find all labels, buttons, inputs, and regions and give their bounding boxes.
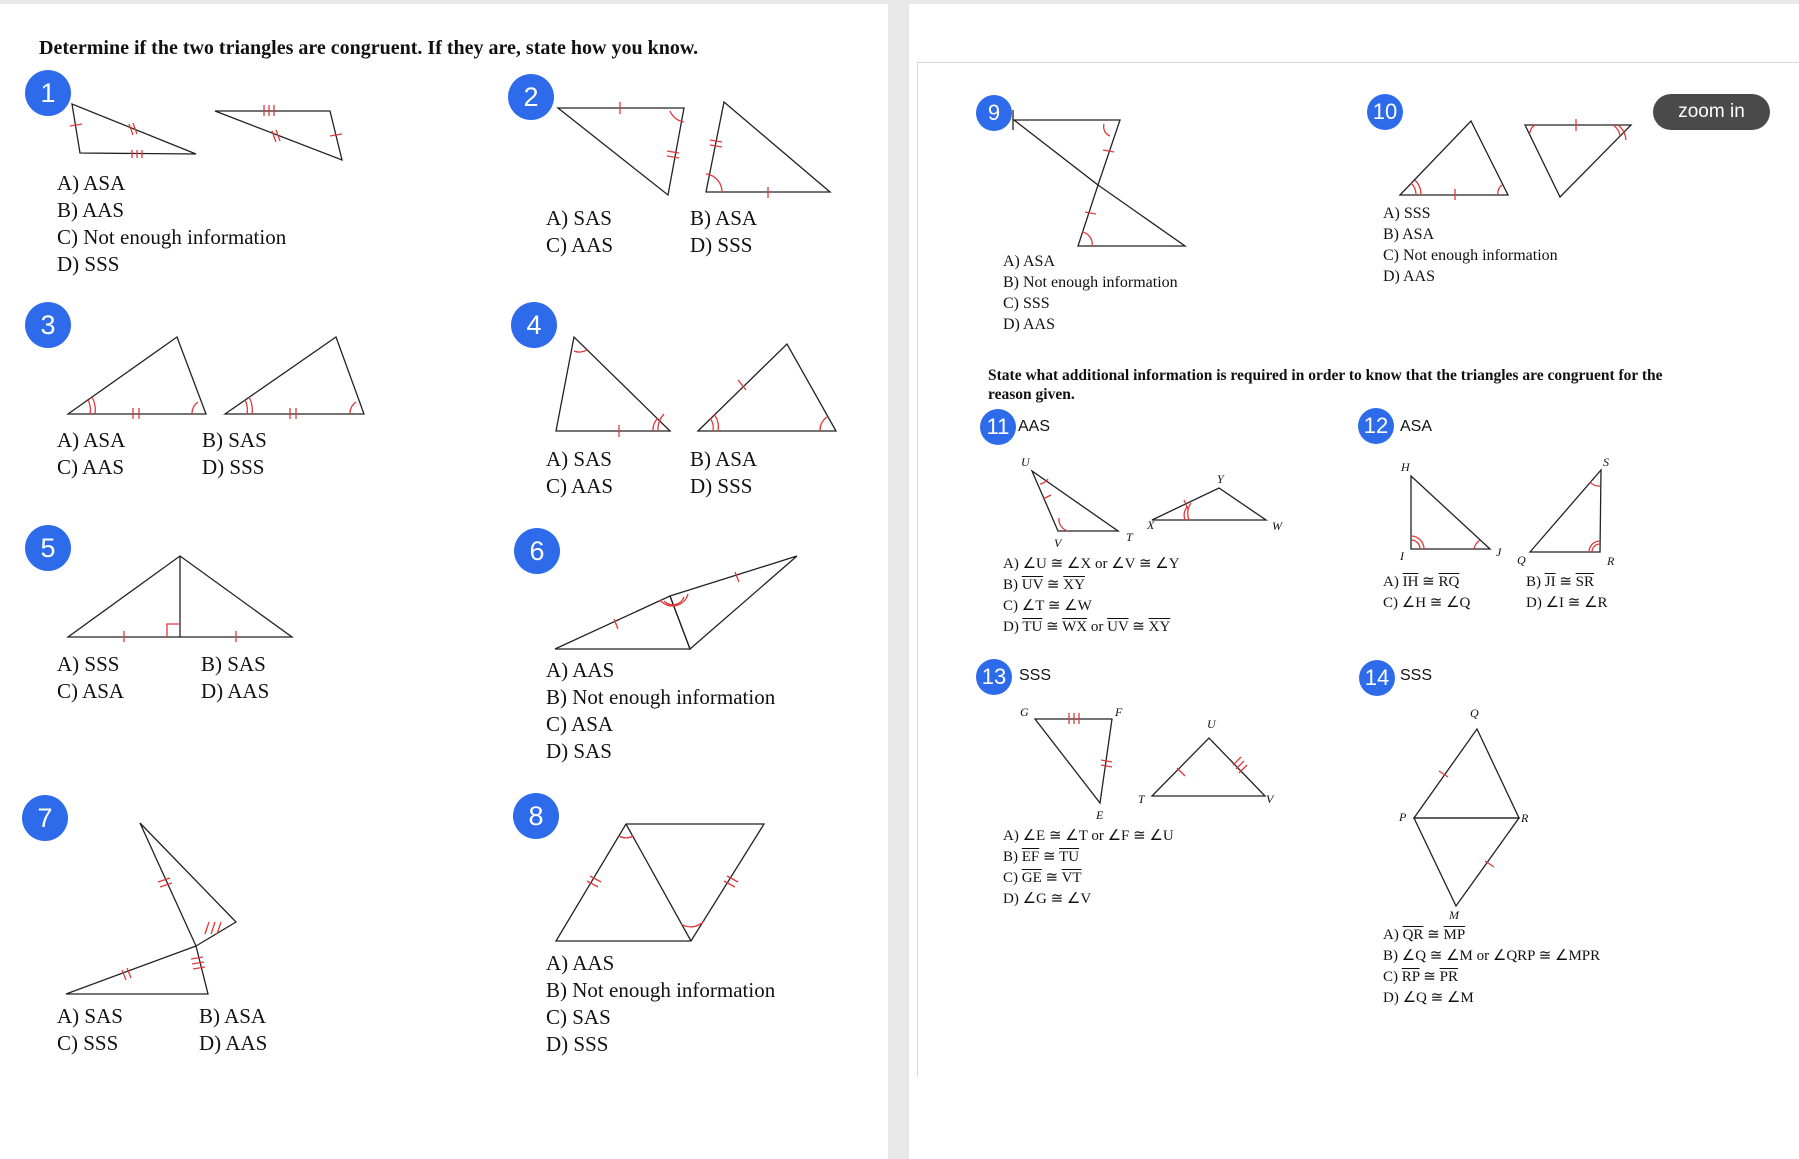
q11-vertex-x: X <box>1147 518 1155 532</box>
q8-option-d[interactable]: D) SSS <box>546 1032 609 1056</box>
q13-b-segment-2: $\overline{TU}$ <box>1059 849 1080 865</box>
q8-option-b[interactable]: B) Not enough information <box>546 978 776 1002</box>
q14-reason: SSS <box>1400 667 1433 684</box>
q11-d-segment-3: $\overline{UV}$ <box>1107 619 1129 635</box>
q10-option-a[interactable]: A) SSS <box>1383 205 1431 222</box>
q12-vertex-j: J <box>1496 545 1502 559</box>
q2-option-a[interactable]: A) SAS <box>546 206 612 230</box>
q3-option-a[interactable]: A) ASA <box>57 428 126 452</box>
q11-d-congruent-1: ≅ <box>1042 619 1063 635</box>
q13-option-d[interactable]: D) ∠G ≅ ∠V <box>1003 891 1092 907</box>
q12-vertex-i: I <box>1400 549 1404 563</box>
q4-option-a[interactable]: A) SAS <box>546 447 612 471</box>
q13-option-c[interactable] <box>1003 868 1082 887</box>
q12-option-b[interactable] <box>1526 572 1594 591</box>
q12-vertex-r: R <box>1607 554 1615 568</box>
q12-option-d[interactable]: D) ∠I ≅ ∠R <box>1526 595 1608 611</box>
q5-option-a[interactable]: A) SSS <box>57 652 120 676</box>
q13-option-b[interactable] <box>1003 847 1079 866</box>
q14-vertex-r: R <box>1521 811 1529 825</box>
q6-option-b[interactable]: B) Not enough information <box>546 685 776 709</box>
q11-d-segment-2: $\overline{WX}$ <box>1062 619 1088 635</box>
q9-option-d[interactable]: D) AAS <box>1003 316 1056 333</box>
q1-option-b[interactable]: B) AAS <box>57 198 125 222</box>
q11-vertex-v: V <box>1054 536 1062 550</box>
q10-option-c[interactable]: C) Not enough information <box>1383 247 1558 264</box>
q7-option-d[interactable]: D) AAS <box>199 1031 268 1055</box>
q12-figure <box>1411 470 1601 552</box>
q13-vertex-f: F <box>1115 705 1123 719</box>
question-12-badge[interactable]: 12 <box>1358 408 1394 444</box>
q7-option-b[interactable]: B) ASA <box>199 1004 267 1028</box>
q11-vertex-u: U <box>1021 455 1030 469</box>
q4-option-d[interactable]: D) SSS <box>690 474 753 498</box>
question-2-badge[interactable]: 2 <box>508 74 554 120</box>
q12-a-congruent: ≅ <box>1418 574 1439 590</box>
q11-option-d[interactable] <box>1003 617 1170 636</box>
q14-option-d[interactable]: D) ∠Q ≅ ∠M <box>1383 990 1474 1006</box>
q13-b-congruent: ≅ <box>1039 849 1060 865</box>
q13-c-segment-2: $\overline{VT}$ <box>1061 870 1082 886</box>
q8-option-a[interactable]: A) AAS <box>546 951 615 975</box>
question-8-badge[interactable]: 8 <box>513 793 559 839</box>
q3-option-d[interactable]: D) SSS <box>202 455 265 479</box>
question-9-badge[interactable]: 9 <box>976 95 1012 131</box>
q12-b-segment-1: $\overline{JI}$ <box>1544 574 1556 590</box>
q11-vertex-w: W <box>1272 519 1282 533</box>
q14-vertex-p: P <box>1399 810 1407 824</box>
q12-b-congruent: ≅ <box>1555 574 1576 590</box>
q13-option-a[interactable]: A) ∠E ≅ ∠T or ∠F ≅ ∠U <box>1003 828 1174 844</box>
q3-option-b[interactable]: B) SAS <box>202 428 267 452</box>
q14-a-congruent: ≅ <box>1423 927 1444 943</box>
q14-vertex-q: Q <box>1470 706 1479 720</box>
zoom-in-button[interactable]: zoom in <box>1653 94 1770 130</box>
q13-figure <box>1035 713 1265 803</box>
q14-c-congruent: ≅ <box>1419 969 1440 985</box>
q13-vertex-v: V <box>1266 792 1274 806</box>
q11-vertex-t: T <box>1126 530 1133 544</box>
q5-option-b[interactable]: B) SAS <box>201 652 266 676</box>
q6-option-d[interactable]: D) SAS <box>546 739 612 763</box>
q9-option-a[interactable]: A) ASA <box>1003 253 1056 270</box>
q11-b-prefix: B) <box>1003 577 1022 593</box>
q5-option-d[interactable]: D) AAS <box>201 679 270 703</box>
q13-c-segment-1: $\overline{GE}$ <box>1021 870 1042 886</box>
q11-vertex-y: Y <box>1217 472 1224 486</box>
q12-option-a[interactable] <box>1383 572 1459 591</box>
q12-option-c[interactable]: C) ∠H ≅ ∠Q <box>1383 595 1471 611</box>
q14-c-segment-2: $\overline{PR}$ <box>1439 969 1458 985</box>
q12-vertex-h: H <box>1401 460 1410 474</box>
q14-c-segment-1: $\overline{RP}$ <box>1401 969 1420 985</box>
q1-option-c[interactable]: C) Not enough information <box>57 225 287 249</box>
q11-option-a[interactable]: A) ∠U ≅ ∠X or ∠V ≅ ∠Y <box>1003 556 1180 572</box>
question-7-badge[interactable]: 7 <box>22 795 68 841</box>
question-13-badge[interactable]: 13 <box>976 659 1012 695</box>
q13-vertex-e: E <box>1096 808 1104 822</box>
question-4-badge[interactable]: 4 <box>511 302 557 348</box>
question-14-badge[interactable]: 14 <box>1359 660 1395 696</box>
q6-option-a[interactable]: A) AAS <box>546 658 615 682</box>
q12-a-segment-2: $\overline{RQ}$ <box>1438 574 1460 590</box>
q12-vertex-s: S <box>1603 455 1609 469</box>
q7-option-c[interactable]: C) SSS <box>57 1031 119 1055</box>
q12-b-prefix: B) <box>1526 574 1545 590</box>
q13-b-segment-1: $\overline{EF}$ <box>1021 849 1040 865</box>
q11-d-segment-4: $\overline{XY}$ <box>1148 619 1171 635</box>
question-6-badge[interactable]: 6 <box>514 528 560 574</box>
q8-option-c[interactable]: C) SAS <box>546 1005 611 1029</box>
left-heading: Determine if the two triangles are congruent. If they are, state how you know. <box>39 37 699 59</box>
q11-reason: AAS <box>1018 418 1051 435</box>
q1-option-a[interactable]: A) ASA <box>57 171 126 195</box>
q1-option-d[interactable]: D) SSS <box>57 252 120 276</box>
q4-option-b[interactable]: B) ASA <box>690 447 758 471</box>
q11-d-or: or <box>1087 619 1108 635</box>
q11-d-congruent-2: ≅ <box>1128 619 1149 635</box>
right-heading: State what additional information is required in order to know that the triangles are congruent for the reason given. <box>988 367 1663 403</box>
q14-option-c[interactable] <box>1383 967 1458 986</box>
q10-option-b[interactable]: B) ASA <box>1383 226 1435 243</box>
question-5-badge[interactable]: 5 <box>25 525 71 571</box>
q12-vertex-q: Q <box>1517 553 1526 567</box>
q14-vertex-m: M <box>1449 908 1459 922</box>
q12-a-prefix: A) <box>1383 574 1403 590</box>
q2-option-b[interactable]: B) ASA <box>690 206 758 230</box>
q13-c-congruent: ≅ <box>1041 870 1062 886</box>
q14-a-segment-2: $\overline{MP}$ <box>1443 927 1466 943</box>
q13-vertex-u: U <box>1207 717 1216 731</box>
q12-reason: ASA <box>1400 418 1433 435</box>
q14-figure <box>1414 729 1519 906</box>
q2-option-c[interactable]: C) AAS <box>546 233 614 257</box>
q13-vertex-g: G <box>1020 705 1029 719</box>
q9-option-b[interactable]: B) Not enough information <box>1003 274 1178 291</box>
q9-option-c[interactable]: C) SSS <box>1003 295 1050 312</box>
q14-option-a[interactable] <box>1383 925 1465 944</box>
q2-option-d[interactable]: D) SSS <box>690 233 753 257</box>
q14-a-prefix: A) <box>1383 927 1403 943</box>
q12-b-segment-2: $\overline{SR}$ <box>1575 574 1595 590</box>
q14-a-segment-1: $\overline{QR}$ <box>1402 927 1424 943</box>
question-11-badge[interactable]: 11 <box>980 409 1016 445</box>
q11-b-segment-2: $\overline{XY}$ <box>1063 577 1085 593</box>
q13-b-prefix: B) <box>1003 849 1022 865</box>
question-3-badge[interactable]: 3 <box>25 302 71 348</box>
q14-option-b[interactable]: B) ∠Q ≅ ∠M or ∠QRP ≅ ∠MPR <box>1383 948 1601 964</box>
q11-b-segment-1: $\overline{UV}$ <box>1021 577 1044 593</box>
q4-option-c[interactable]: C) AAS <box>546 474 614 498</box>
q13-reason: SSS <box>1019 667 1052 684</box>
q11-b-congruent: ≅ <box>1043 577 1064 593</box>
q10-figure <box>1400 119 1631 200</box>
q12-a-segment-1: $\overline{IH}$ <box>1402 574 1419 590</box>
q11-option-c[interactable]: C) ∠T ≅ ∠W <box>1003 598 1092 614</box>
q7-option-a[interactable]: A) SAS <box>57 1004 123 1028</box>
q10-option-d[interactable]: D) AAS <box>1383 268 1436 285</box>
question-10-badge[interactable]: 10 <box>1367 94 1403 130</box>
q5-option-c[interactable]: C) ASA <box>57 679 125 703</box>
q11-d-segment-1: $\overline{TU}$ <box>1022 619 1043 635</box>
question-1-badge[interactable]: 1 <box>25 70 71 116</box>
q11-option-b[interactable] <box>1003 575 1085 594</box>
q13-vertex-t: T <box>1138 792 1145 806</box>
q14-c-prefix: C) <box>1383 969 1402 985</box>
q11-d-prefix: D) <box>1003 619 1023 635</box>
q3-option-c[interactable]: C) AAS <box>57 455 125 479</box>
q9-figure <box>1013 110 1185 246</box>
q13-c-prefix: C) <box>1003 870 1022 886</box>
q6-option-c[interactable]: C) ASA <box>546 712 614 736</box>
